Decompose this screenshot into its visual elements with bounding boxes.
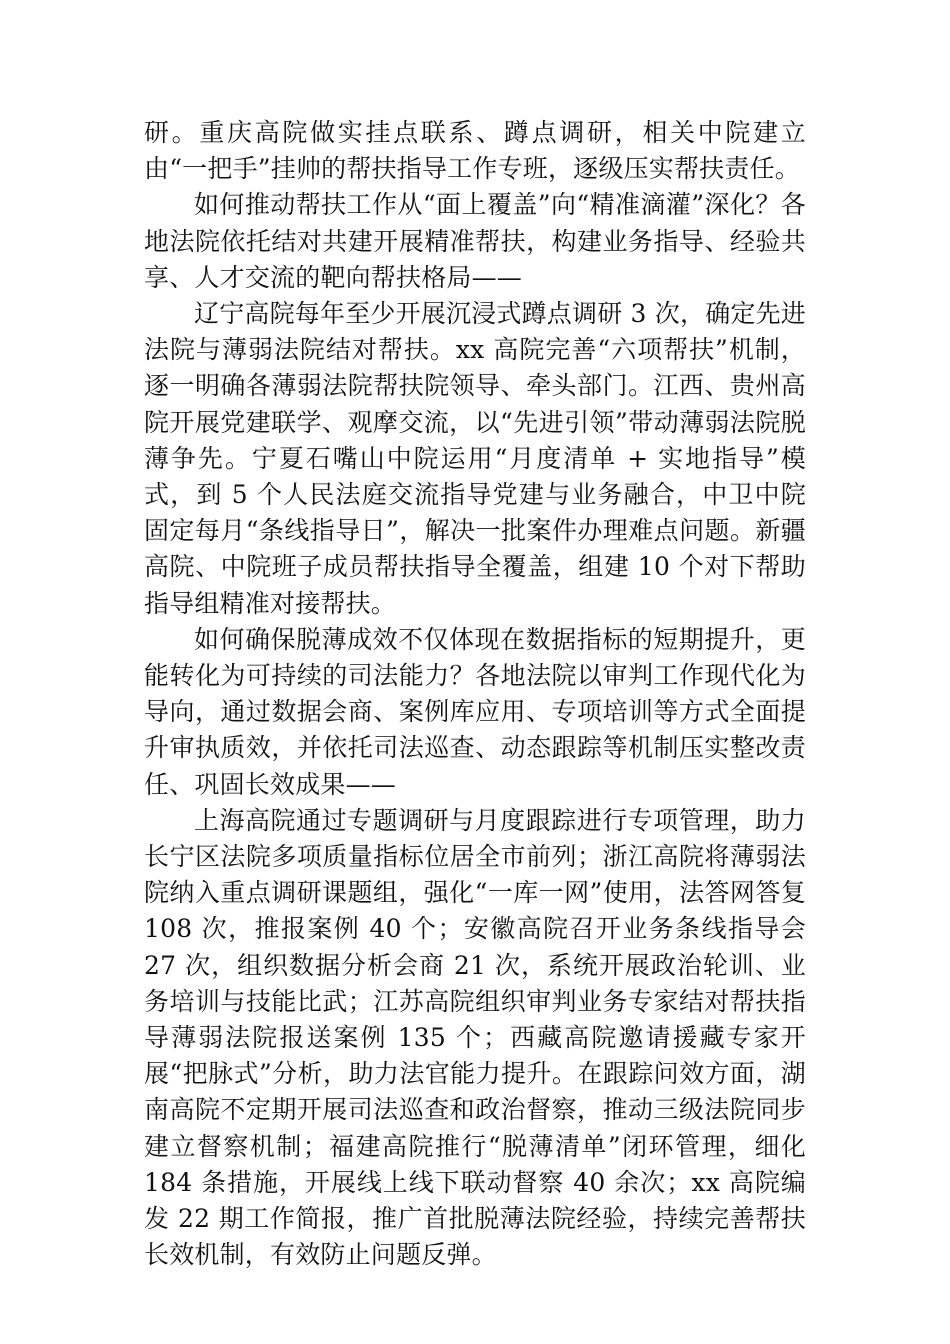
document-body	[144, 115, 806, 1274]
paragraph-3: 辽宁高院每年至少开展沉浸式蹲点调研 3 次，确定先进法院与薄弱法院结对帮扶。xx 高院完善“六项帮扶”机制，逐一明确各薄弱法院帮扶院领导、牵头部门。江西、贵州高院开展党建联学、观摩交流，以“先进引领”带动薄弱法院脱薄争先。宁夏石嘴山中院运用“月度清单 + 实地指导”模式，到 5 个人民法庭交流指导党建与业务融合，中卫中院固定每月“条线指导日”，解决一批案件办理难点问题。新疆高院、中院班子成员帮扶指导全覆盖，组建 10 个对下帮助指导组精准对接帮扶。	[144, 299, 807, 618]
paragraph-2: 如何推动帮扶工作从“面上覆盖”向“精准滴灌”深化？各地法院依托结对共建开展精准帮扶，构建业务指导、经验共享、人才交流的靶向帮扶格局——	[144, 190, 806, 292]
paragraph-5: 上海高院通过专题调研与月度跟踪进行专项管理，助力长宁区法院多项质量指标位居全市前列；浙江高院将薄弱法院纳入重点调研课题组，强化“一库一网”使用，法答网答复 108 次，推报案例 40 个；安徽高院召开业务条线指导会 27 次，组织数据分析会商 21 次，系统开展政治轮训、业务培训与技能比武；江苏高院组织审判业务专家结对帮扶指导薄弱法院报送案例 135 个；西藏高院邀请援藏专家开展“把脉式”分析，助力法官能力提升。在跟踪问效方面，湖南高院不定期开展司法巡查和政治督察，推动三级法院同步建立督察机制；福建高院推行“脱薄清单”闭环管理，细化 184 条措施，开展线上线下联动督察 40 余次；xx 高院编发 22 期工作简报，推广首批脱薄法院经验，持续完善帮扶长效机制，有效防止问题反弹。	[144, 805, 806, 1270]
paragraph-4: 如何确保脱薄成效不仅体现在数据指标的短期提升，更能转化为可持续的司法能力？各地法院以审判工作现代化为导向，通过数据会商、案例库应用、专项培训等方式全面提升审执质效，并依托司法巡查、动态跟踪等机制压实整改责任、巩固长效成果——	[144, 624, 806, 799]
paragraph-1: 研。重庆高院做实挂点联系、蹲点调研，相关中院建立由“一把手”挂帅的帮扶指导工作专班，逐级压实帮扶责任。	[144, 118, 806, 184]
